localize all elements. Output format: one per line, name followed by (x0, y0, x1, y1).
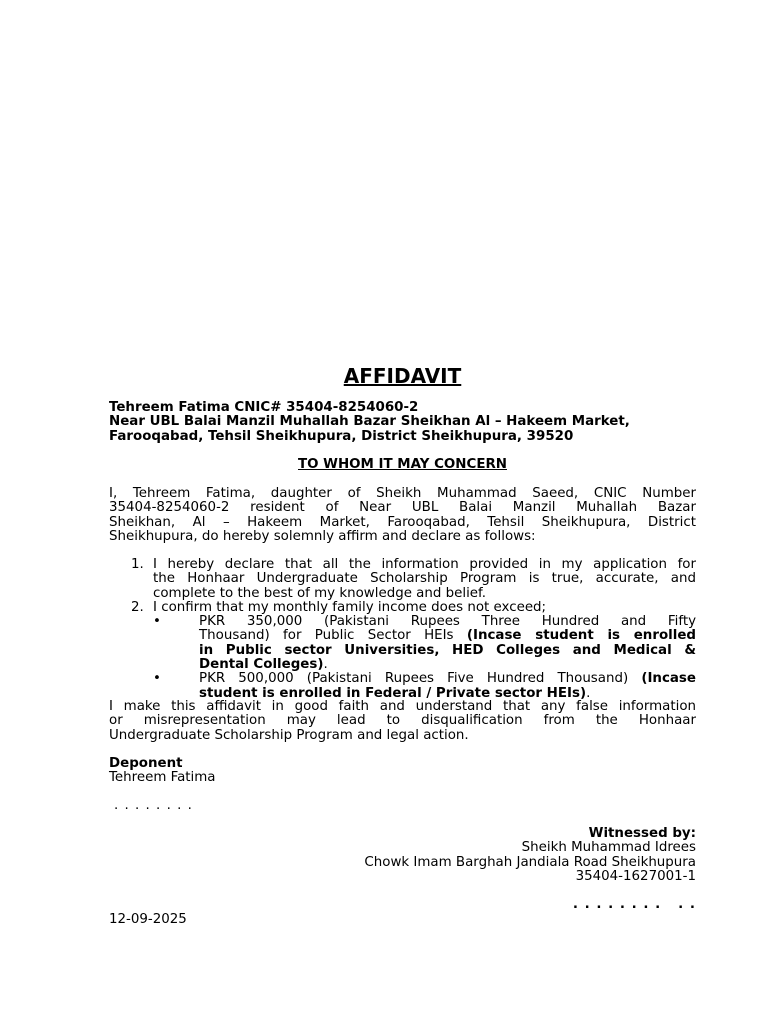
header-address-line: Near UBL Balai Manzil Muhallah Bazar Sheikhan Al – Hakeem Market, (109, 414, 630, 430)
bullet-text: . (586, 685, 591, 701)
salutation-heading: TO WHOM IT MAY CONCERN (298, 457, 507, 472)
bullet-text: PKR 500,000 (Pakistani Rupees Five Hundred Thousand) (199, 671, 642, 687)
list-number: 1. (131, 557, 144, 572)
list-item (109, 601, 696, 615)
deponent-header (109, 401, 696, 444)
bullet-item (109, 672, 696, 701)
list-item (109, 558, 696, 601)
bullet-bold-text: (Incase student is enrolled (466, 628, 696, 644)
deponent-signature-line: . . . . . . . . (114, 798, 193, 813)
bullet-item (109, 615, 696, 672)
closing-line: or misrepresentation may lead to disqualification from the Honhaar (109, 713, 696, 729)
bullet-mark: • (153, 614, 161, 630)
list-item-line: the Honhaar Undergraduate Scholarship Program is true, accurate, and (153, 571, 696, 587)
list-number: 2. (131, 599, 144, 615)
deponent-name: Tehreem Fatima (109, 770, 216, 785)
list-item-line: complete to the best of my knowledge and belief. (153, 585, 487, 601)
witness-cnic: 35404-1627001-1 (575, 868, 696, 884)
intro-line: I, Tehreem Fatima, daughter of Sheikh Muhammad Saeed, CNIC Number (109, 486, 696, 501)
bullet-line (199, 629, 696, 643)
witness-signature-line: . . . . . . . . . . (572, 897, 696, 912)
bullet-text: . (323, 657, 328, 673)
bullet-line (199, 658, 696, 672)
list-item-line: I confirm that my monthly family income does not exceed; (153, 599, 547, 615)
deponent-label: Deponent (109, 756, 183, 771)
bullet-bold-text: (Incase (641, 671, 696, 687)
intro-line: 35404-8254060-2 resident of Near UBL Balai Manzil Muhallah Bazar (109, 500, 696, 516)
header-name-cnic: Tehreem Fatima CNIC# 35404-8254060-2 (109, 400, 419, 415)
header-address-line: Farooqabad, Tehsil Sheikhupura, District Sheikhupura, 39520 (109, 428, 574, 444)
witness-block (109, 827, 696, 884)
witness-name: Sheikh Muhammad Idrees (521, 840, 696, 856)
bullet-bold-text: student is enrolled in Federal / Private sector HEIs) (199, 685, 587, 701)
bullet-line: in Public sector Universities, HED Colleges and Medical & (199, 642, 696, 658)
closing-line: Undergraduate Scholarship Program and legal action. (109, 727, 469, 743)
bullet-text: Thousand) for Public Sector HEIs (199, 628, 467, 644)
declaration-list (109, 558, 696, 701)
intro-paragraph (109, 487, 696, 544)
bullet-line: PKR 350,000 (Pakistani Rupees Three Hundred and Fifty (199, 614, 696, 630)
intro-line: Sheikhupura, do hereby solemnly affirm and declare as follows: (109, 528, 536, 544)
bullet-mark: • (153, 671, 161, 687)
intro-line: Sheikhan, Al – Hakeem Market, Farooqabad, Tehsil Sheikhupura, District (109, 514, 696, 530)
witness-address: Chowk Imam Barghah Jandiala Road Sheikhupura (364, 854, 696, 870)
witness-label: Witnessed by: (588, 826, 696, 841)
bullet-line (199, 672, 696, 686)
closing-line: I make this affidavit in good faith and understand that any false information (109, 699, 696, 714)
document-date: 12-09-2025 (109, 912, 187, 927)
closing-paragraph (109, 700, 696, 743)
list-item-line: I hereby declare that all the information provided in my application for (153, 557, 696, 572)
document-title: AFFIDAVIT (343, 364, 462, 388)
bullet-bold-text: Dental Colleges) (199, 657, 324, 673)
affidavit-page (109, 0, 696, 1024)
